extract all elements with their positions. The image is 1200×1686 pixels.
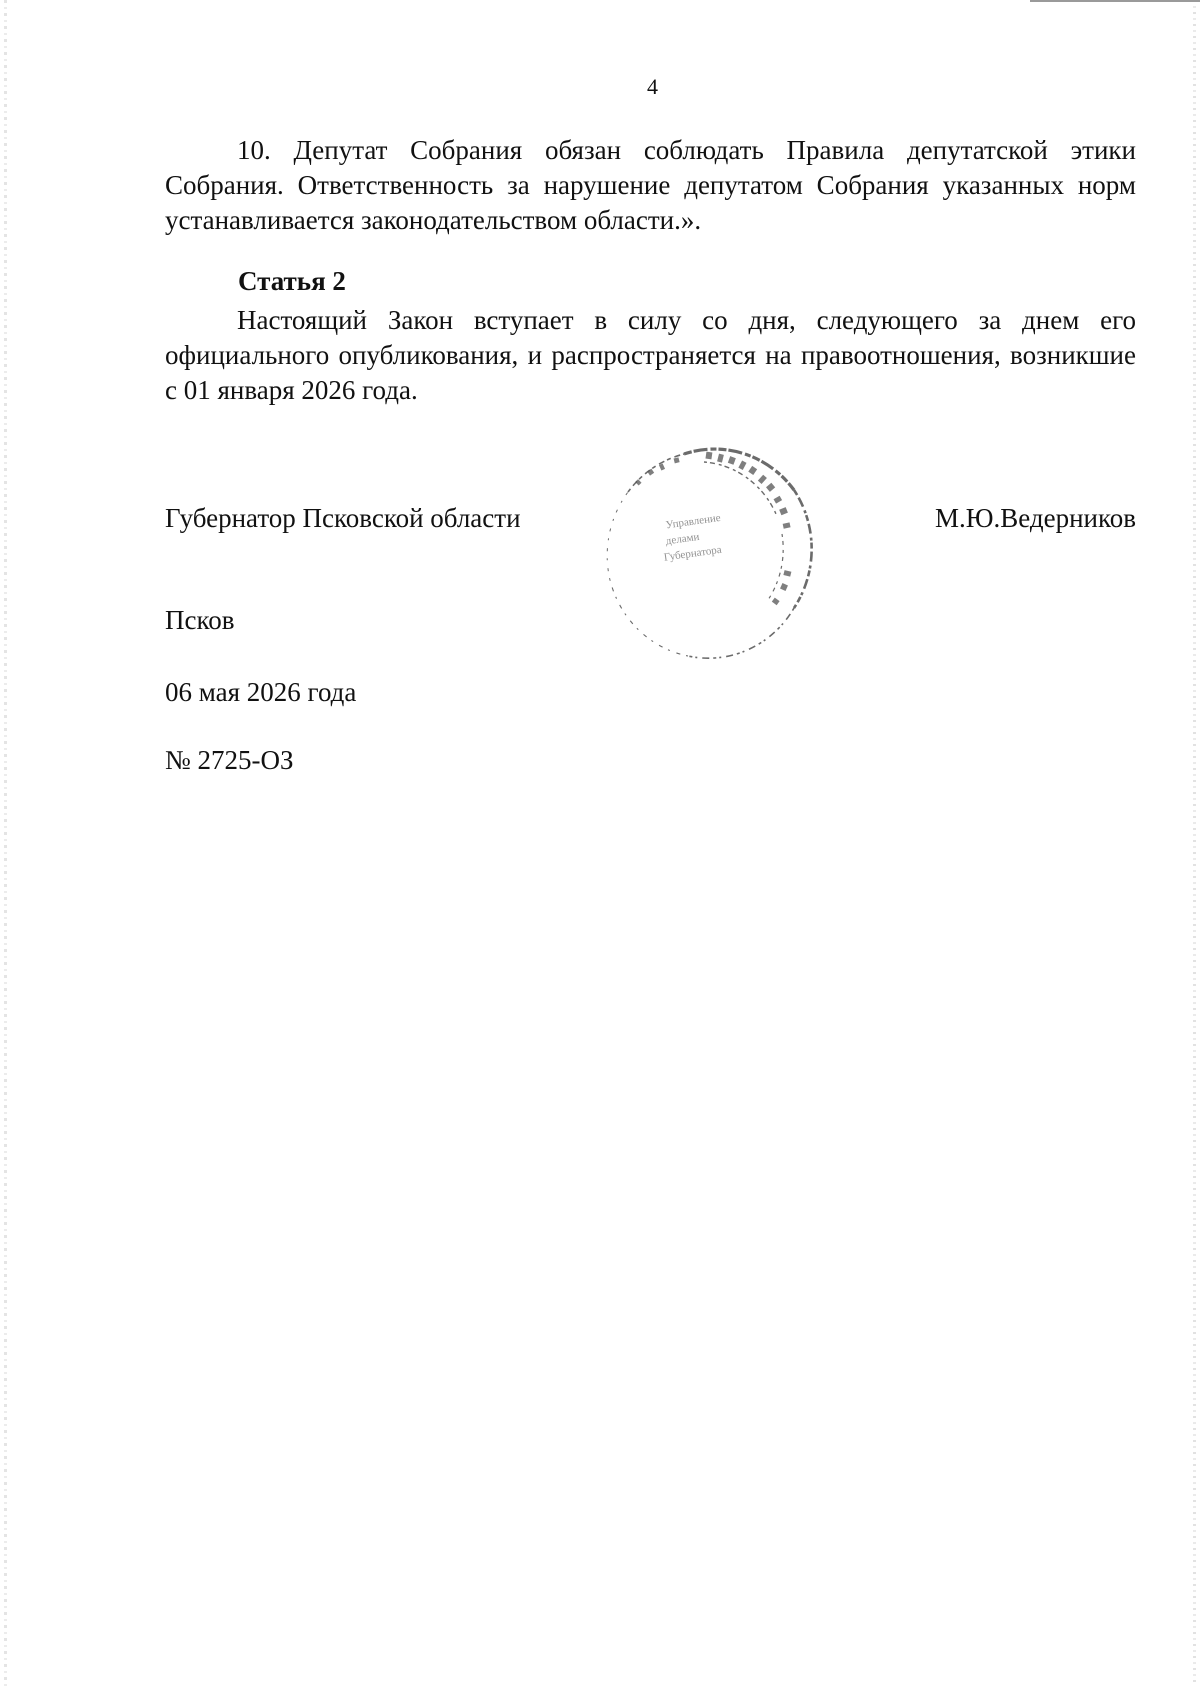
signatory-position: Губернатор Псковской области	[165, 503, 521, 533]
stamp-line-3: Губернатора	[663, 543, 723, 564]
official-seal-stamp	[598, 430, 820, 662]
clause-text: Депутат Собрания обязан соблюдать Правила депутатской этики Собрания. Ответственность за нарушение депутатом Собрания указанных норм устанавливается законодательством области.».	[165, 135, 1136, 235]
law-number: № 2725-ОЗ	[165, 745, 294, 775]
signatory-name: М.Ю.Ведерников	[934, 503, 1136, 533]
scan-edge-top	[1030, 0, 1200, 2]
stamp-line-2: делами	[665, 530, 701, 548]
article-text: Настоящий Закон вступает в силу со дня, следующего за днем его официального опубликования, и распространяется на правоотношения, возникшие с 01 января 2026 года.	[165, 305, 1136, 405]
page-number: 4	[647, 74, 658, 99]
clause-10-paragraph	[165, 133, 1136, 238]
date: 06 мая 2026 года	[165, 677, 357, 707]
scan-edge-left	[4, 0, 7, 1686]
clause-number: 10.	[237, 135, 271, 165]
stamp-line-1: Управление	[665, 511, 722, 532]
article-2-paragraph	[165, 303, 1136, 408]
city: Псков	[165, 605, 235, 635]
article-heading: Статья 2	[238, 266, 346, 296]
scan-edge-right	[1193, 0, 1196, 1686]
